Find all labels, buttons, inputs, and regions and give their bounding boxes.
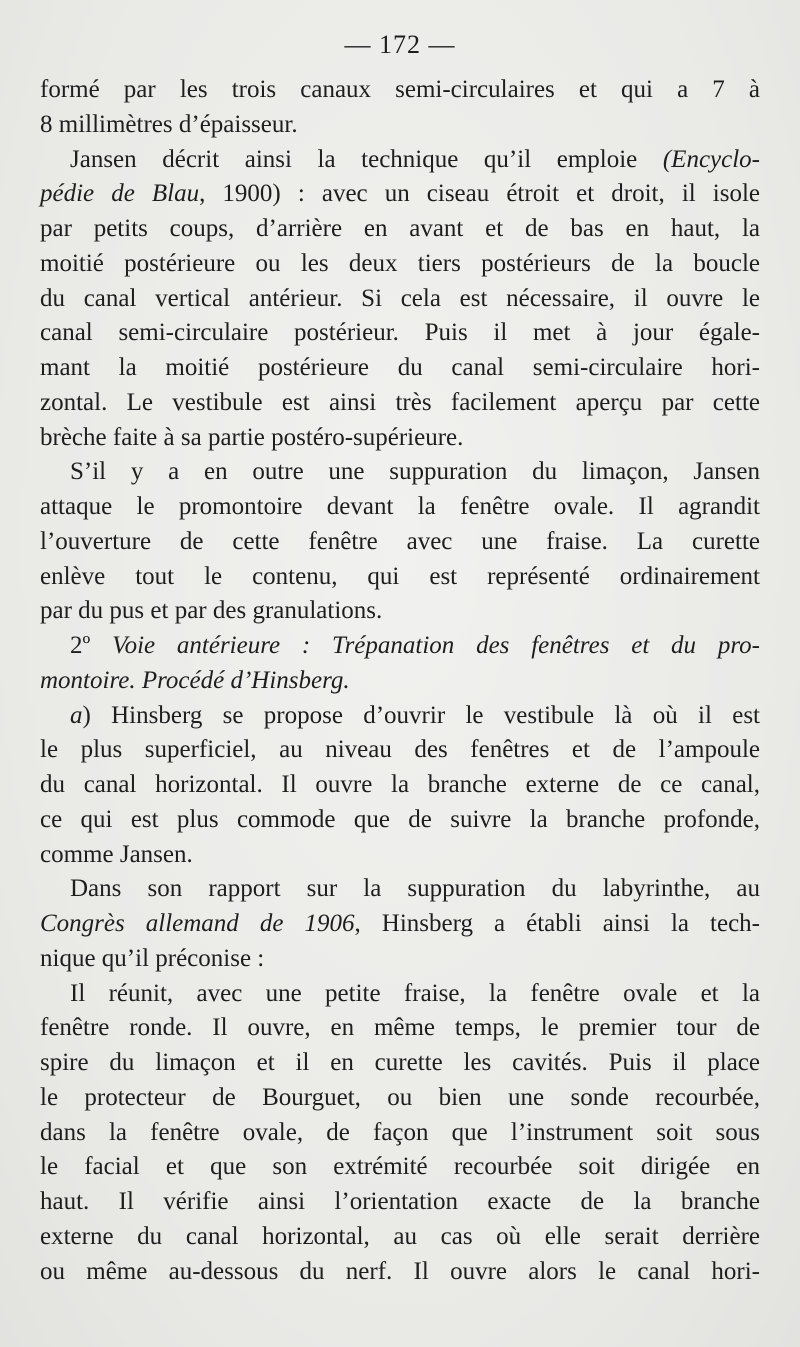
- text-line: [40, 1255, 760, 1290]
- text-span: , 1900) : avec un ciseau étroit et droit, il isole: [199, 180, 761, 208]
- text-span: le facial et que son extrémité recourbée soit dirigée en: [40, 1153, 760, 1181]
- text-line: [40, 143, 760, 178]
- text-line: [40, 212, 760, 247]
- text-span: par petits coups, d’arrière en avant et de bas en haut, la: [40, 215, 760, 242]
- text-line: [40, 421, 760, 456]
- text-span: ou même au-dessous du nerf. Il ouvre alors le canal hori-: [40, 1257, 760, 1285]
- text-line: [40, 316, 760, 351]
- text-span: haut. Il vérifie ainsi l’orientation exacte de la branche: [40, 1188, 760, 1215]
- text-span: , Hinsberg a établi ainsi la tech-: [354, 910, 760, 937]
- text-span: moitié postérieure ou les deux tiers postérieurs de la boucle: [40, 249, 760, 277]
- text-span: Dans son rapport sur la suppuration du labyrinthe, au: [70, 875, 760, 903]
- text-line: [40, 247, 760, 282]
- text-span: du canal horizontal. Il ouvre la branche externe de ce canal,: [40, 771, 760, 798]
- text-span: Il réunit, avec une petite fraise, la fenêtre ovale et la: [70, 979, 760, 1007]
- text-span: du canal vertical antérieur. Si cela est nécessaire, il ouvre le: [40, 284, 760, 312]
- italic-text-span: montoire. Procédé d’Hinsberg.: [40, 666, 350, 694]
- text-span: externe du canal horizontal, au cas où elle serait derrière: [40, 1222, 760, 1250]
- text-span: par du pus et par des granulations.: [40, 597, 383, 625]
- italic-text-span: Congrès allemand de 1906: [40, 910, 355, 937]
- text-span: le plus superficiel, au niveau des fenêtres et de l’ampoule: [40, 736, 760, 764]
- text-line: [40, 594, 760, 629]
- text-line: [40, 942, 760, 977]
- text-span: nique qu’il préconise :: [40, 944, 265, 972]
- text-span: l’ouverture de cette fenêtre avec une fraise. La curette: [40, 527, 760, 555]
- italic-text-span: a: [70, 701, 83, 729]
- text-line: [40, 1046, 760, 1081]
- page-number: — 172 —: [344, 30, 456, 59]
- text-span: 2º: [70, 632, 113, 659]
- text-line: [40, 838, 760, 873]
- text-line: [40, 455, 760, 490]
- text-line: [40, 73, 760, 108]
- italic-text-span: pédie de Blau: [40, 180, 200, 208]
- text-span: S’il y a en outre une suppuration du limaçon, Jansen: [70, 458, 760, 486]
- text-span: attaque le promontoire devant la fenêtre ovale. Il agrandit: [40, 493, 760, 520]
- italic-text-span: (Encyclo-: [662, 145, 760, 173]
- text-line: [40, 282, 760, 317]
- text-line: [40, 386, 760, 421]
- text-span: comme Jansen.: [40, 840, 193, 868]
- text-span: formé par les trois canaux semi-circulaires et qui a 7 à: [40, 76, 760, 103]
- text-line: [40, 1116, 760, 1151]
- text-line: [40, 1185, 760, 1220]
- text-line: [40, 177, 760, 212]
- text-line: [40, 560, 760, 595]
- text-line: [40, 1011, 760, 1046]
- text-line: [40, 1220, 760, 1255]
- text-line: [40, 872, 760, 907]
- text-line: [40, 629, 760, 664]
- text-span: 8 millimètres d’épaisseur.: [40, 110, 298, 138]
- text-span: zontal. Le vestibule est ainsi très facilement aperçu par cette: [40, 388, 760, 416]
- text-line: [40, 803, 760, 838]
- text-span: brèche faite à sa partie postéro-supérieure.: [40, 423, 464, 451]
- body-text: [40, 73, 760, 1289]
- text-line: [40, 907, 760, 942]
- text-span: canal semi-circulaire postérieur. Puis il met à jour égale-: [40, 319, 760, 347]
- text-span: enlève tout le contenu, qui est représenté ordinairement: [40, 562, 760, 590]
- text-span: ce qui est plus commode que de suivre la branche profonde,: [40, 805, 760, 833]
- text-line: [40, 699, 760, 734]
- text-line: [40, 108, 760, 143]
- text-line: [40, 525, 760, 560]
- text-span: le protecteur de Bourguet, ou bien une sonde recourbée,: [40, 1083, 760, 1111]
- text-span: fenêtre ronde. Il ouvre, en même temps, le premier tour de: [40, 1014, 760, 1042]
- text-line: [40, 733, 760, 768]
- text-span: dans la fenêtre ovale, de façon que l’instrument soit sous: [40, 1118, 760, 1146]
- text-line: [40, 1150, 760, 1185]
- text-span: Jansen décrit ainsi la technique qu’il emploie: [70, 145, 663, 173]
- text-line: [40, 977, 760, 1012]
- text-line: [40, 490, 760, 525]
- text-line: [40, 1081, 760, 1116]
- text-line: [40, 768, 760, 803]
- text-span: ) Hinsberg se propose d’ouvrir le vestibule là où il est: [82, 701, 760, 729]
- text-span: spire du limaçon et il en curette les cavités. Puis il place: [40, 1049, 760, 1076]
- text-span: mant la moitié postérieure du canal semi-circulaire hori-: [40, 354, 760, 381]
- text-line: [40, 664, 760, 699]
- text-line: [40, 351, 760, 386]
- italic-text-span: Voie antérieure : Trépanation des fenêtres et du pro-: [112, 632, 760, 659]
